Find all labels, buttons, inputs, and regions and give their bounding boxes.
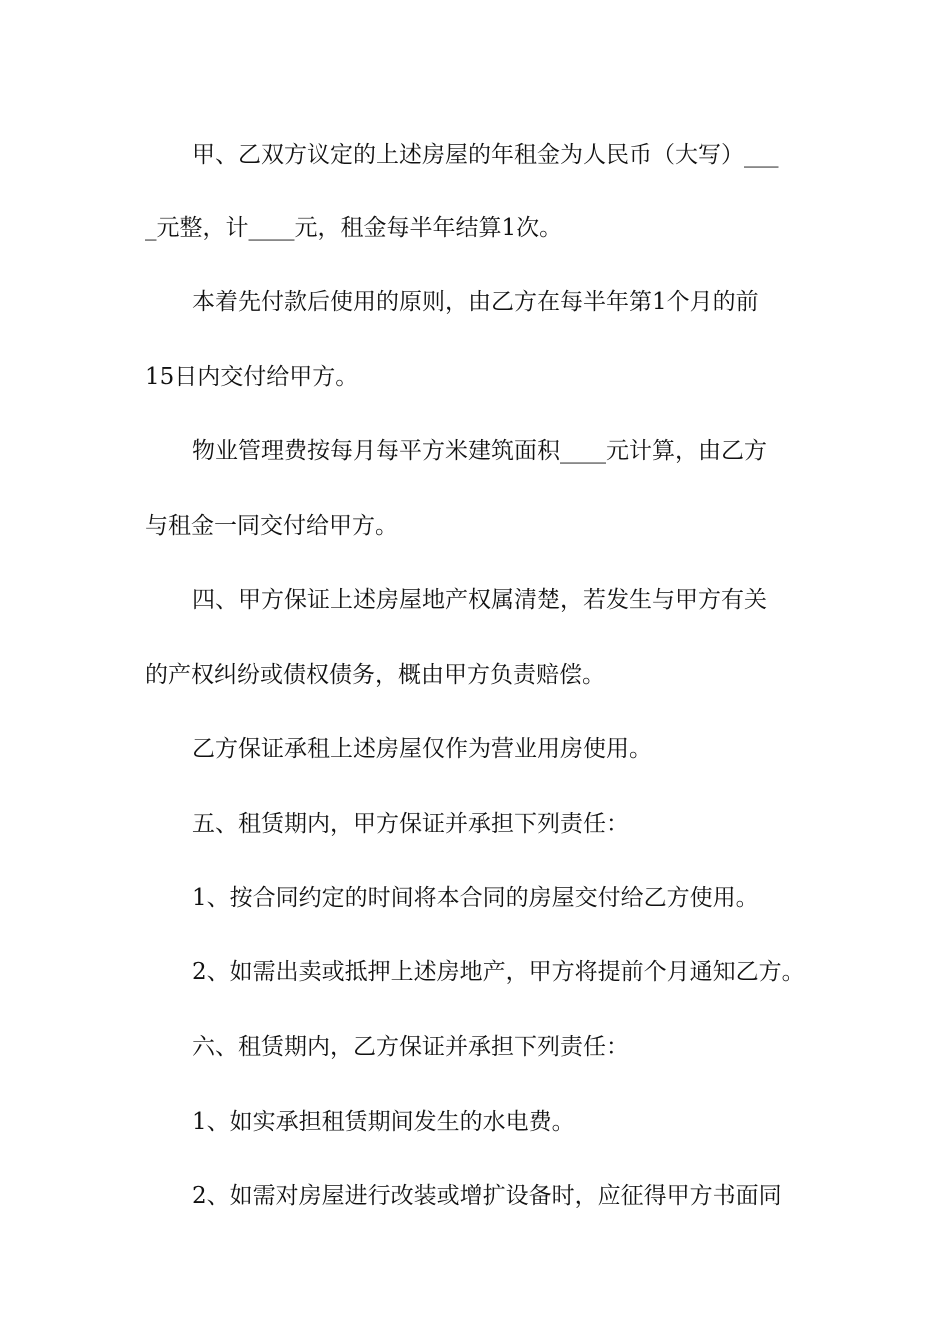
paragraph-rent-amount-line-2: _元整，计____元，租金每半年结算1次。 — [145, 215, 563, 241]
clause-four-line-1: 四、甲方保证上述房屋地产权属清楚，若发生与甲方有关 — [192, 587, 767, 613]
paragraph-property-fee-line-2: 与租金一同交付给甲方。 — [145, 513, 398, 539]
clause-five-item-2: 2、如需出卖或抵押上述房地产，甲方将提前个月通知乙方。 — [192, 959, 805, 985]
paragraph-property-fee-line-1: 物业管理费按每月每平方米建筑面积____元计算，由乙方 — [192, 438, 767, 464]
clause-six-item-2: 2、如需对房屋进行改装或增扩设备时，应征得甲方书面同 — [192, 1183, 782, 1209]
clause-five-heading: 五、租赁期内，甲方保证并承担下列责任： — [192, 811, 629, 837]
clause-four-line-2: 的产权纠纷或债权债务，概由甲方负责赔偿。 — [145, 662, 605, 688]
paragraph-rent-amount-line-1: 甲、乙双方议定的上述房屋的年租金为人民币（大写）___ — [192, 142, 779, 168]
paragraph-usage: 乙方保证承租上述房屋仅作为营业用房使用。 — [192, 736, 652, 762]
clause-six-item-1: 1、如实承担租赁期间发生的水电费。 — [192, 1109, 575, 1135]
paragraph-payment-line-1: 本着先付款后使用的原则，由乙方在每半年第1个月的前 — [192, 289, 759, 315]
clause-five-item-1: 1、按合同约定的时间将本合同的房屋交付给乙方使用。 — [192, 885, 759, 911]
paragraph-payment-line-2: 15日内交付给甲方。 — [145, 364, 359, 390]
clause-six-heading: 六、租赁期内，乙方保证并承担下列责任： — [192, 1034, 629, 1060]
